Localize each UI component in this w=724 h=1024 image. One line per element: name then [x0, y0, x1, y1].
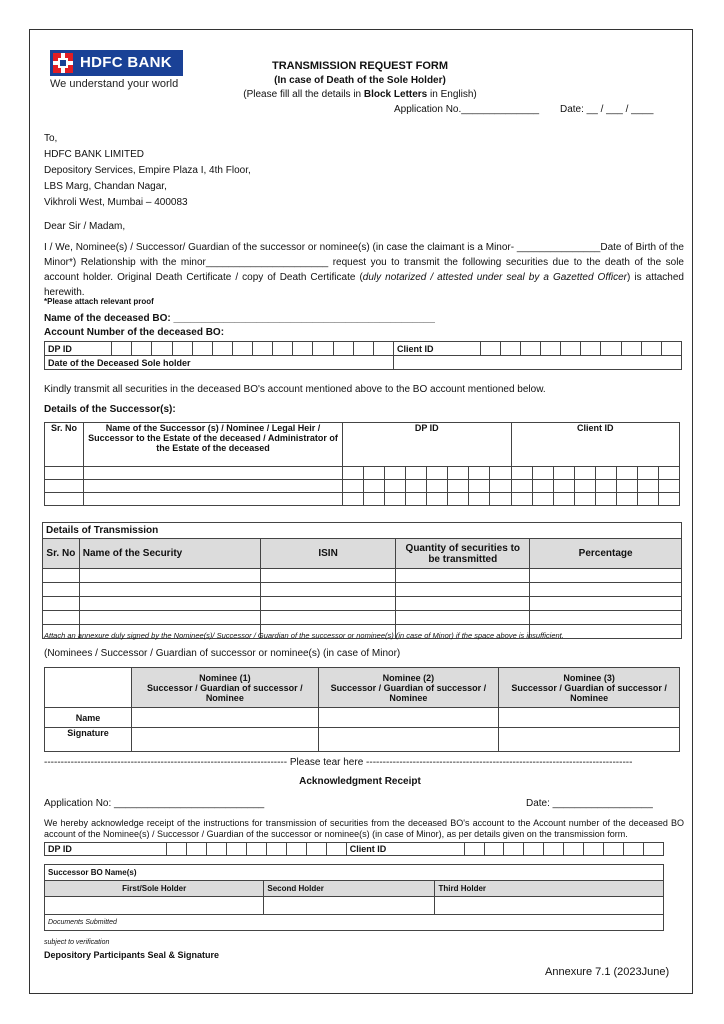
name-row-label: Name: [45, 708, 132, 728]
salutation: Dear Sir / Madam,: [44, 221, 126, 232]
receipt-dp-id-label: DP ID: [45, 843, 167, 856]
dp-id-label: DP ID: [45, 342, 112, 356]
nominee-2-header: Nominee (2) Successor / Guardian of successor / Nominee: [318, 668, 499, 708]
receipt-client-id-label: Client ID: [346, 843, 464, 856]
successor-srno-header: Sr. No: [45, 423, 84, 467]
transmission-srno-header: Sr. No: [43, 539, 80, 569]
receipt-heading: Acknowledgment Receipt: [299, 776, 421, 787]
receipt-account-table: [44, 842, 664, 856]
successor-name-header: Name of the Successor (s) / Nominee / Legal Heir / Successor to the Estate of the deceased / Administrator of the Estate of the deceased: [84, 423, 343, 467]
third-holder-header: Third Holder: [435, 881, 664, 897]
transmission-heading: Details of Transmission: [43, 523, 682, 539]
transmit-instruction: Kindly transmit all securities in the deceased BO's account mentioned above to the BO account mentioned below.: [44, 384, 546, 395]
annexure-note: Attach an annexure duly signed by the Nominee(s)/ Successor / Guardian of the successor or nominee(s) (in case of Minor) if the space above is insufficient.: [44, 631, 564, 640]
annexure-footer: Annexure 7.1 (2023June): [545, 966, 670, 978]
bank-name: HDFC BANK: [80, 54, 172, 71]
nominee-3-name-field[interactable]: [499, 708, 680, 728]
nominee-3-signature-field[interactable]: [499, 728, 680, 752]
acknowledgment-text: We hereby acknowledge receipt of the instructions for transmission of securities from the deceased BO's account to the Account number of the deceased BO account of the Nominee(s) / Successor / Guardian of the successor or nominee(s) (in case of Minor), as per details given on the transmission form.: [44, 818, 684, 839]
quantity-header: Quantity of securities to be transmitted: [396, 539, 530, 569]
successor-clientid-header: Client ID: [511, 423, 680, 467]
form-instruction: (Please fill all the details in Block Letters in English): [243, 89, 477, 100]
nominee-2-name-field[interactable]: [318, 708, 499, 728]
first-holder-field[interactable]: [45, 897, 264, 915]
table-row[interactable]: [45, 493, 680, 506]
successor-bo-names-table: [44, 864, 664, 931]
deceased-name-field[interactable]: Name of the deceased BO: _______________________________________________: [44, 313, 435, 324]
date-of-death-field[interactable]: [393, 356, 681, 370]
transmission-table: [42, 522, 682, 639]
third-holder-field[interactable]: [435, 897, 664, 915]
isin-header: ISIN: [260, 539, 395, 569]
documents-submitted-label: Documents Submitted: [45, 915, 664, 931]
deceased-account-table: [44, 341, 682, 370]
table-row[interactable]: [45, 480, 680, 493]
nominees-heading: (Nominees / Successor / Guardian of successor or nominee(s) (in case of Minor): [44, 648, 401, 659]
signature-row-label: Signature: [45, 728, 132, 752]
account-number-label: Account Number of the deceased BO:: [44, 327, 225, 338]
hdfc-logo: [50, 50, 183, 76]
percentage-header: Percentage: [530, 539, 682, 569]
date-of-death-label: Date of the Deceased Sole holder: [45, 356, 394, 370]
nominee-1-header: Nominee (1) Successor / Guardian of successor / Nominee: [132, 668, 318, 708]
nominee-1-name-field[interactable]: [132, 708, 318, 728]
address-block: To, HDFC BANK LIMITED Depository Services, Empire Plaza I, 4th Floor, LBS Marg, Chandan Nagar, Vikhroli West, Mumbai – 400083: [44, 133, 251, 208]
tear-line: ------------------------------------------------------------------------- Please tear here --------------------------------------------------------------------------------: [44, 757, 633, 768]
bank-tagline: We understand your world: [50, 78, 179, 90]
successor-dpid-header: DP ID: [343, 423, 512, 467]
bo-names-heading: Successor BO Name(s): [45, 865, 664, 881]
subject-to-verification: subject to verification: [44, 939, 110, 946]
successors-heading: Details of the Successor(s):: [44, 404, 176, 415]
receipt-application-number-field[interactable]: Application No: ___________________________: [44, 798, 265, 809]
request-paragraph: I / We, Nominee(s) / Successor/ Guardian of the successor or nominee(s) (in case the claimant is a Minor- _______________Date of Birth of the Minor*) Relationship with the minor______________________ request you to transmit the following securities due to the death of the sole account holder. Original Death Certificate / copy of Death Certificate (duly notarized / attested under seal by a Gazetted Officer) is attached herewith.: [44, 242, 684, 298]
security-name-header: Name of the Security: [79, 539, 260, 569]
form-subtitle: (In case of Death of the Sole Holder): [274, 75, 446, 86]
form-title: TRANSMISSION REQUEST FORM: [271, 60, 448, 72]
seal-signature-label: Depository Participants Seal & Signature: [44, 950, 220, 960]
application-number-field[interactable]: Application No.______________: [394, 104, 540, 115]
table-row[interactable]: [43, 583, 682, 597]
table-row[interactable]: [43, 597, 682, 611]
table-row[interactable]: [45, 467, 680, 480]
second-holder-header: Second Holder: [264, 881, 435, 897]
receipt-date-field[interactable]: Date: __________________: [526, 798, 653, 809]
date-field[interactable]: Date: __ / ___ / ____: [560, 104, 654, 115]
nominee-2-signature-field[interactable]: [318, 728, 499, 752]
table-row[interactable]: [43, 611, 682, 625]
second-holder-field[interactable]: [264, 897, 435, 915]
first-holder-header: First/Sole Holder: [45, 881, 264, 897]
successors-table: [44, 422, 680, 506]
client-id-label: Client ID: [393, 342, 480, 356]
table-row[interactable]: [43, 569, 682, 583]
proof-note: *Please attach relevant proof: [44, 297, 154, 306]
nominee-1-signature-field[interactable]: [132, 728, 318, 752]
hdfc-logo-mark-icon: [53, 53, 73, 73]
nominee-3-header: Nominee (3) Successor / Guardian of successor / Nominee: [499, 668, 680, 708]
nominees-signature-table: [44, 667, 680, 752]
